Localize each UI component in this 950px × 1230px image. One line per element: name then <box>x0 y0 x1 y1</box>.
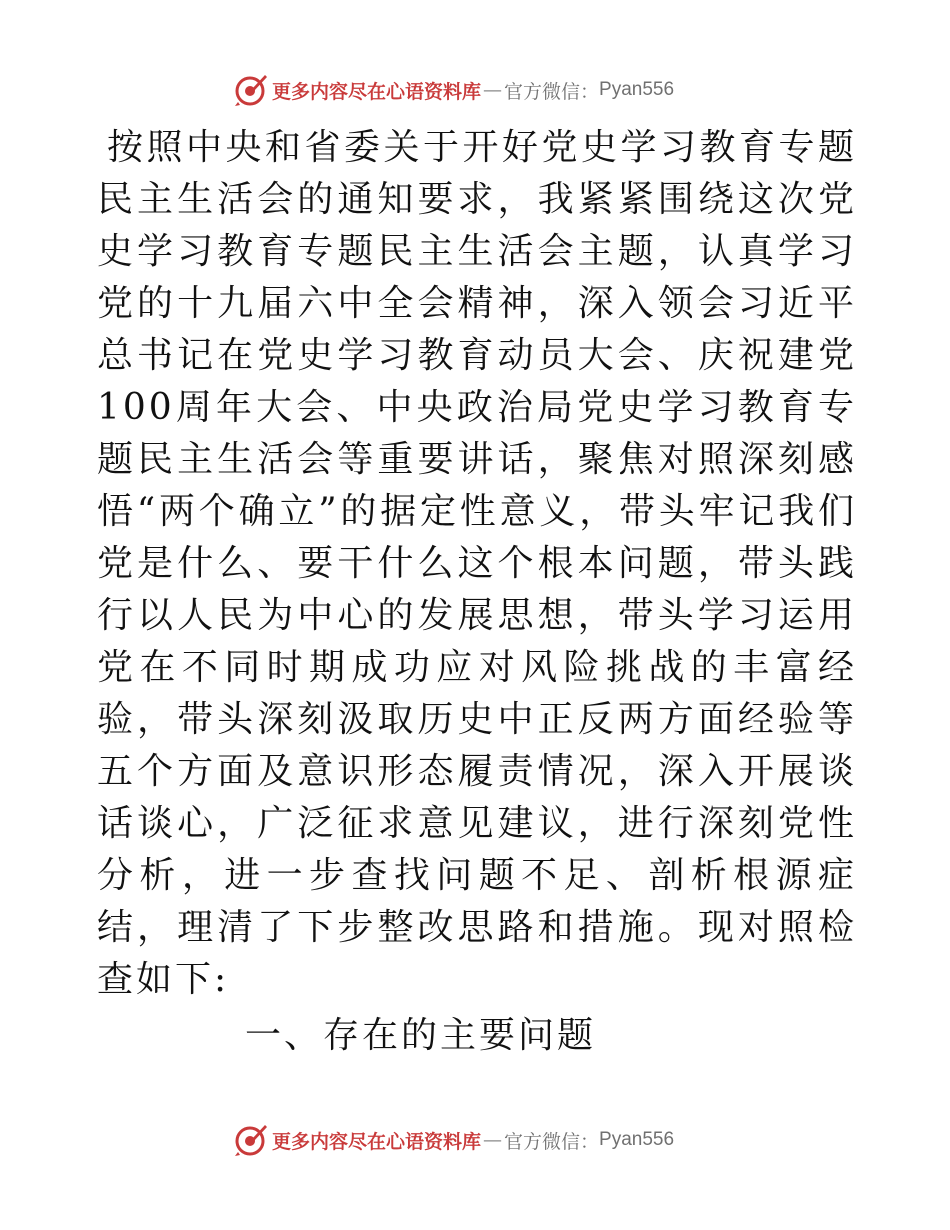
watermark-wechat-id: Pyan556 <box>599 79 675 100</box>
watermark-dash: — <box>483 79 503 101</box>
pen-circle-logo-icon <box>232 1122 268 1158</box>
watermark-dash: — <box>483 1129 503 1151</box>
pen-circle-logo-icon <box>232 72 268 108</box>
watermark-text: 更多内容尽在心语资料库 <box>272 80 482 103</box>
body-paragraph: 按照中央和省委关于开好党史学习教育专题民主生活会的通知要求，我紧紧围绕这次党史学习教育专题民主生活会主题，认真学习党的十九届六中全会精神，深入领会习近平总书记在党史学习教育动员大会、庆祝建党100周年大会、中央政治局党史学习教育专题民主生活会等重要讲话，聚焦对照深刻感悟“两个确立”的据定性意义，带头牢记我们党是什么、要干什么这个根本问题，带头践行以人民为中心的发展思想，带头学习运用党在不同时期成功应对风险挑战的丰富经验，带头深刻汲取历史中正反两方面经验等五个方面及意识形态履责情况，深入开展谈话谈心，广泛征求意见建议，进行深刻党性分析，进一步查找问题不足、剖析根源症结，理清了下步整改思路和措施。现对照检查如下: <box>97 127 857 1000</box>
watermark-wechat-id: Pyan556 <box>599 1129 675 1150</box>
header-watermark <box>232 72 674 108</box>
watermark-text: 更多内容尽在心语资料库 <box>272 1130 482 1153</box>
footer-watermark <box>232 1122 674 1158</box>
watermark-wechat-label: 官方微信： <box>504 80 600 103</box>
watermark-wechat-label: 官方微信： <box>504 1130 600 1153</box>
section-heading: 一、存在的主要问题 <box>245 1015 597 1056</box>
